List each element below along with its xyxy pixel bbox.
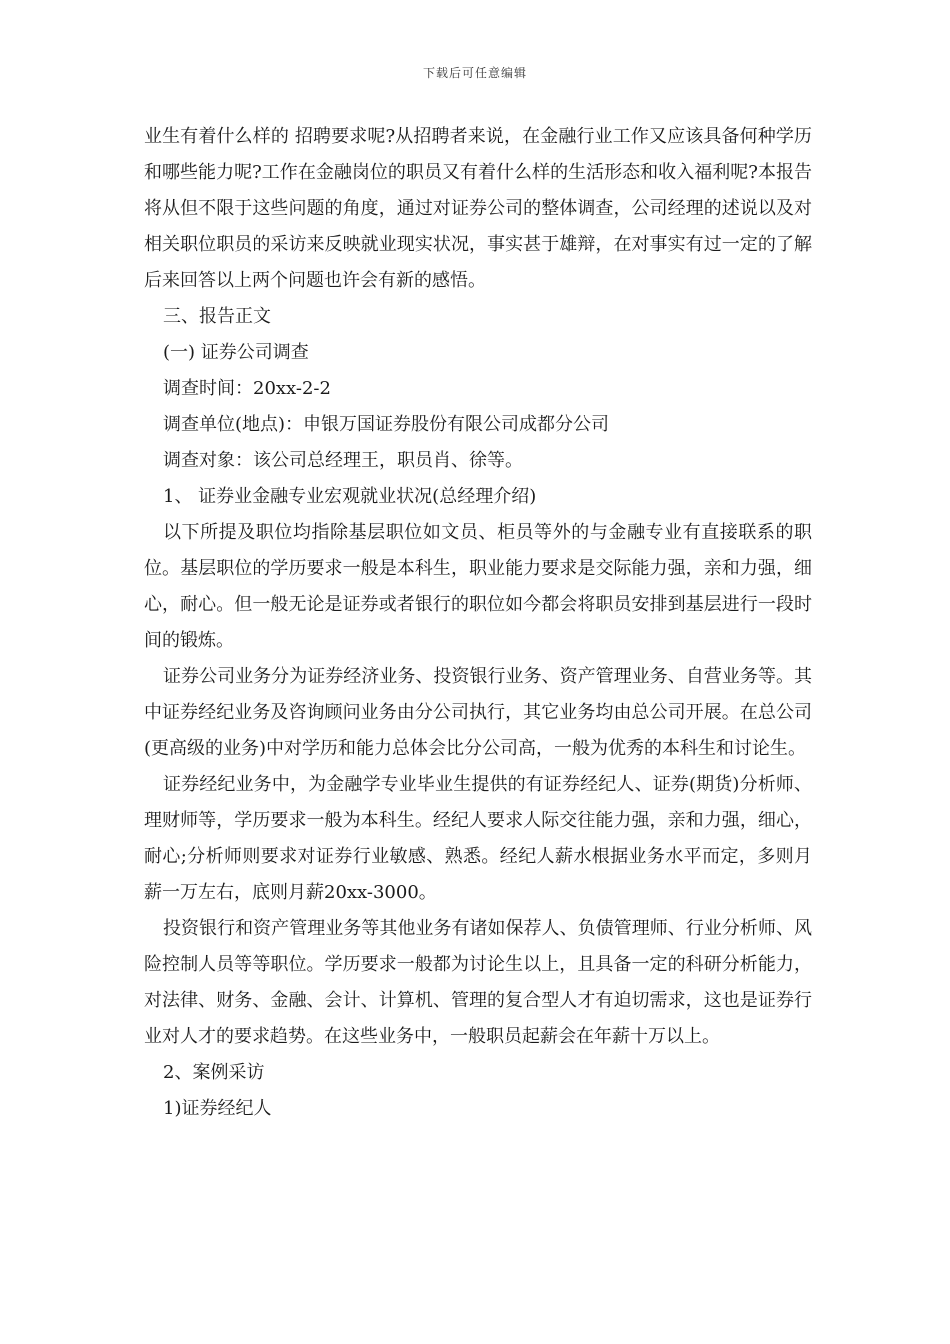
- survey-subjects: 调查对象：该公司总经理王，职员肖、徐等。: [163, 450, 523, 471]
- document-body: [144, 119, 812, 1127]
- paragraph-business-divisions: 证券公司业务分为证券经济业务、投资银行业务、资产管理业务、自营业务等。其中证券经纪业务及咨询顾问业务由分公司执行，其它业务均由总公司开展。在总公司(更高级的业务)中对学历和能力总体会比分公司高，一般为优秀的本科生和讨论生。: [144, 666, 812, 759]
- paragraph-investment-banking: 投资银行和资产管理业务等其他业务有诸如保荐人、负债管理师、行业分析师、风险控制人员等等职位。学历要求一般都为讨论生以上，且具备一定的科研分析能力，对法律、财务、金融、会计、计算机、管理的复合型人才有迫切需求，这也是证券行业对人才的要求趋势。在这些业务中，一般职员起薪会在年薪十万以上。: [144, 918, 812, 1047]
- survey-time: 调查时间：20xx-2-2: [163, 378, 331, 399]
- item-heading-case-interviews: 2、案例采访: [163, 1062, 265, 1083]
- item-heading-macro-employment: 1、 证券业金融专业宏观就业状况(总经理介绍): [163, 486, 537, 507]
- paragraph-intro-continued: 业生有着什么样的 招聘要求呢?从招聘者来说，在金融行业工作又应该具备何种学历和哪些能力呢?工作在金融岗位的职员又有着什么样的生活形态和收入福利呢?本报告将从但不限于这些问题的角度，通过对证券公司的整体调查，公司经理的述说以及对相关职位职员的采访来反映就业现实状况，事实甚于雄辩，在对事实有过一定的了解后来回答以上两个问题也许会有新的感悟。: [144, 126, 812, 291]
- sub-item-heading-broker: 1)证券经纪人: [163, 1098, 272, 1119]
- page-header-watermark: 下载后可任意编辑: [422, 66, 527, 80]
- paragraph-brokerage-business: 证券经纪业务中，为金融学专业毕业生提供的有证券经纪人、证券(期货)分析师、理财师等，学历要求一般为本科生。经纪人要求人际交往能力强，亲和力强，细心，耐心;分析师则要求对证券行业敏感、熟悉。经纪人薪水根据业务水平而定，多则月薪一万左右，底则月薪20xx-3000。: [144, 774, 812, 903]
- section-heading-report-body: 三、报告正文: [163, 306, 271, 327]
- paragraph-basic-positions: 以下所提及职位均指除基层职位如文员、柜员等外的与金融专业有直接联系的职位。基层职位的学历要求一般是本科生，职业能力要求是交际能力强，亲和力强，细心，耐心。但一般无论是证券或者银行的职位如今都会将职员安排到基层进行一段时间的锻炼。: [144, 522, 812, 651]
- survey-unit: 调查单位(地点)：申银万国证券股份有限公司成都分公司: [163, 414, 610, 435]
- subsection-heading-securities-survey: (一) 证券公司调查: [163, 342, 309, 363]
